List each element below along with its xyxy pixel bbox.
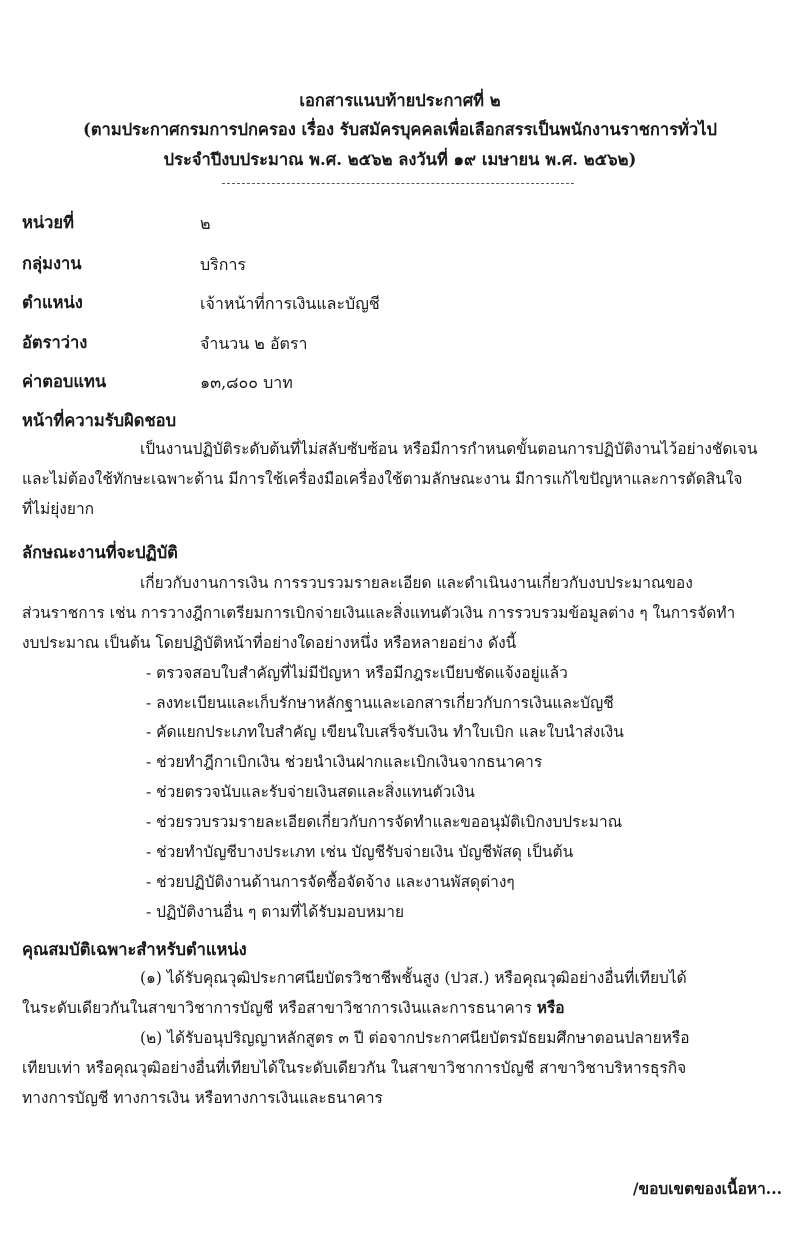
qualification-1-line-1: (๑) ได้รับคุณวุฒิประกาศนียบัตรวิชาชีพชั้นสูง (ปวส.) หรือคุณวุฒิอย่างอื่นที่เทียบได้	[140, 969, 687, 987]
vacancy-label: อัตราว่าง	[22, 333, 88, 352]
work-heading: ลักษณะงานที่จะปฏิบัติ	[22, 543, 178, 562]
header-line-3: ประจำปีงบประมาณ พ.ศ. ๒๕๖๒ ลงวันที่ ๑๙ เมษายน พ.ศ. ๒๕๖๒)	[163, 150, 637, 169]
header-line-1: เอกสารแนบท้ายประกาศที่ ๒	[299, 91, 501, 110]
qualifications-heading: คุณสมบัติเฉพาะสำหรับตำแหน่ง	[22, 940, 247, 959]
duties-line-2: และไม่ต้องใช้ทักษะเฉพาะด้าน มีการใช้เครื่องมือเครื่องใช้ตามลักษณะงาน มีการแก้ไขปัญหาและการตัดสินใจ	[22, 470, 743, 488]
work-item: - ช่วยปฏิบัติงานด้านการจัดซื้อจัดจ้าง และงานพัสดุต่างๆ	[146, 873, 515, 891]
duties-line-3: ที่ไม่ยุ่งยาก	[22, 500, 95, 518]
unit-value: ๒	[200, 214, 211, 233]
qualification-2-line-2: เทียบเท่า หรือคุณวุฒิอย่างอื่นที่เทียบได้ในระดับเดียวกัน ในสาขาวิชาการบัญชี สาขาวิชาบริหารธุรกิจ	[22, 1059, 687, 1077]
group-value: บริการ	[200, 255, 247, 274]
position-value: เจ้าหน้าที่การเงินและบัญชี	[200, 294, 380, 313]
position-label: ตำแหน่ง	[22, 293, 83, 312]
work-item: - คัดแยกประเภทใบสำคัญ เขียนใบเสร็จรับเงิน ทำใบเบิก และใบนำส่งเงิน	[146, 723, 624, 741]
header-divider	[222, 183, 574, 184]
qualification-1-line-2	[22, 995, 565, 1020]
qualification-or: หรือ	[536, 998, 565, 1017]
work-item: - ตรวจสอบใบสำคัญที่ไม่มีปัญหา หรือมีกฎระเบียบชัดแจ้งอยู่แล้ว	[146, 664, 568, 682]
qualification-2-line-3: ทางการบัญชี ทางการเงิน หรือทางการเงินและธนาคาร	[22, 1089, 383, 1107]
qualification-1-text: ในระดับเดียวกันในสาขาวิชาการบัญชี หรือสาขาวิชาการเงินและการธนาคาร	[22, 999, 532, 1017]
pay-label: ค่าตอบแทน	[22, 372, 107, 391]
group-label: กลุ่มงาน	[22, 254, 82, 273]
duties-heading: หน้าที่ความรับผิดชอบ	[22, 411, 177, 430]
work-item: - ลงทะเบียนและเก็บรักษาหลักฐานและเอกสารเกี่ยวกับการเงินและบัญชี	[146, 694, 614, 712]
work-item: - ปฏิบัติงานอื่น ๆ ตามที่ได้รับมอบหมาย	[146, 903, 405, 921]
work-item: - ช่วยทำฎีกาเบิกเงิน ช่วยนำเงินฝากและเบิกเงินจากธนาคาร	[146, 753, 543, 771]
work-item: - ช่วยตรวจนับและรับจ่ายเงินสดและสิ่งแทนตัวเงิน	[146, 783, 475, 801]
work-line-3: งบประมาณ เป็นต้น โดยปฏิบัติหน้าที่อย่างใดอย่างหนึ่ง หรือหลายอย่าง ดังนี้	[22, 634, 517, 652]
work-item: - ช่วยทำบัญชีบางประเภท เช่น บัญชีรับจ่ายเงิน บัญชีพัสดุ เป็นต้น	[146, 843, 574, 861]
header-line-2: (ตามประกาศกรมการปกครอง เรื่อง รับสมัครบุคคลเพื่อเลือกสรรเป็นพนักงานราชการทั่วไป	[83, 120, 717, 139]
work-line-2: ส่วนราชการ เช่น การวางฎีกาเตรียมการเบิกจ่ายเงินและสิ่งแทนตัวเงิน การรวบรวมข้อมูลต่าง ๆ ในการจัดทำ	[22, 604, 736, 622]
work-item: - ช่วยรวบรวมรายละเอียดเกี่ยวกับการจัดทำและขออนุมัติเบิกงบประมาณ	[146, 813, 623, 831]
work-line-1: เกี่ยวกับงานการเงิน การรวบรวมรายละเอียด และดำเนินงานเกี่ยวกับงบประมาณของ	[140, 574, 693, 592]
duties-line-1: เป็นงานปฏิบัติระดับต้นที่ไม่สลับซับซ้อน หรือมีการกำหนดขั้นตอนการปฏิบัติงานไว้อย่างชัดเจน	[140, 440, 758, 458]
unit-label: หน่วยที่	[22, 213, 74, 232]
continuation-note: /ขอบเขตของเนื้อหา...	[632, 1179, 782, 1198]
pay-value: ๑๓,๘๐๐ บาท	[200, 373, 293, 392]
vacancy-value: จำนวน ๒ อัตรา	[200, 334, 308, 353]
qualification-2-line-1: (๒) ได้รับอนุปริญญาหลักสูตร ๓ ปี ต่อจากประกาศนียบัตรมัธยมศึกษาตอนปลายหรือ	[140, 1029, 690, 1047]
